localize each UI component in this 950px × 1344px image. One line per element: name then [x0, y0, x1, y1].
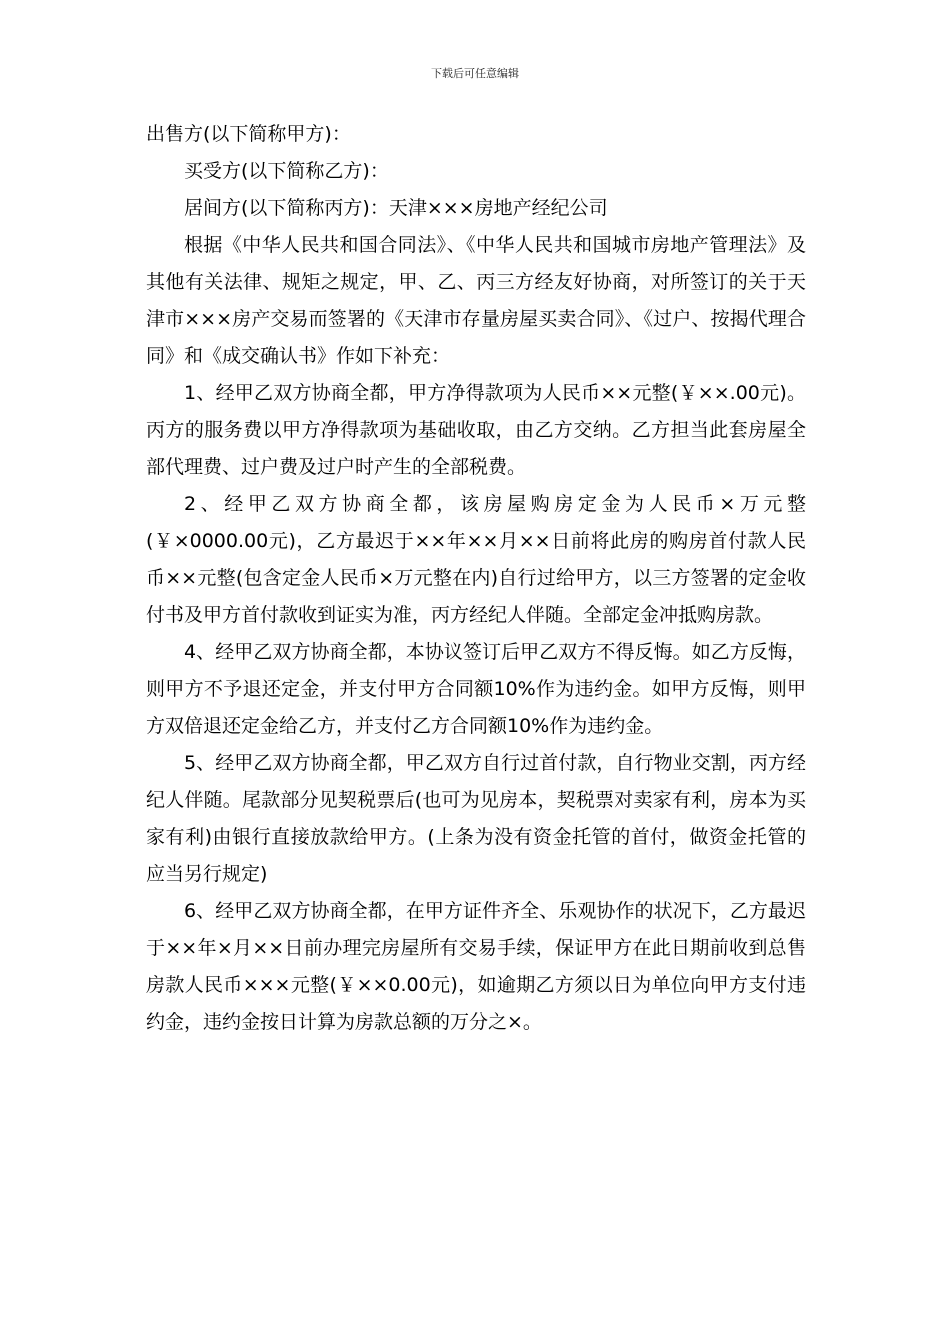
buyer-line: 买受方(以下简称乙方)：: [184, 160, 389, 182]
preamble-paragraph: 根据《中华人民共和国合同法》、《中华人民共和国城市房地产管理法》及其他有关法律、规矩之规定，甲、乙、丙三方经友好协商，对所签订的关于天津市×××房产交易而签署的《天津市存量房屋买卖合同》、《过户、按揭代理合同》和《成交确认书》作如下补充：: [146, 234, 806, 367]
intermediary-line: 居间方(以下简称丙方)：天津×××房地产经纪公司: [184, 197, 608, 219]
clause-5: 5、经甲乙双方协商全都，甲乙双方自行过首付款，自行物业交割，丙方经纪人伴随。尾款部分见契税票后(也可为见房本，契税票对卖家有利，房本为买家有利)由银行直接放款给甲方。(上条为没有资金托管的首付，做资金托管的应当另行规定): [146, 752, 806, 885]
seller-line: 出售方(以下简称甲方)：: [146, 123, 351, 145]
clause-6: 6、经甲乙双方协商全都，在甲方证件齐全、乐观协作的状况下，乙方最迟于××年×月××日前办理完房屋所有交易手续，保证甲方在此日期前收到总售房款人民币×××元整(￥××0.00元)，如逾期乙方须以日为单位向甲方支付违约金，违约金按日计算为房款总额的万分之×。: [146, 900, 806, 1033]
document-body: [146, 116, 806, 1041]
clause-2: 2、经甲乙双方协商全都，该房屋购房定金为人民币×万元整(￥×0000.00元)，乙方最迟于××年××月××日前将此房的购房首付款人民币××元整(包含定金人民币×万元整在内)自行过给甲方，以三方签署的定金收付书及甲方首付款收到证实为准，丙方经纪人伴随。全部定金冲抵购房款。: [146, 493, 806, 626]
clause-1: 1、经甲乙双方协商全都，甲方净得款项为人民币××元整(￥××.00元)。丙方的服务费以甲方净得款项为基础收取，由乙方交纳。乙方担当此套房屋全部代理费、过户费及过户时产生的全部税费。: [146, 382, 806, 478]
page-header-note: 下载后可任意编辑: [431, 67, 519, 80]
clause-4: 4、经甲乙双方协商全都，本协议签订后甲乙双方不得反悔。如乙方反悔，则甲方不予退还定金，并支付甲方合同额10%作为违约金。如甲方反悔，则甲方双倍退还定金给乙方，并支付乙方合同额10%作为违约金。: [146, 641, 806, 737]
